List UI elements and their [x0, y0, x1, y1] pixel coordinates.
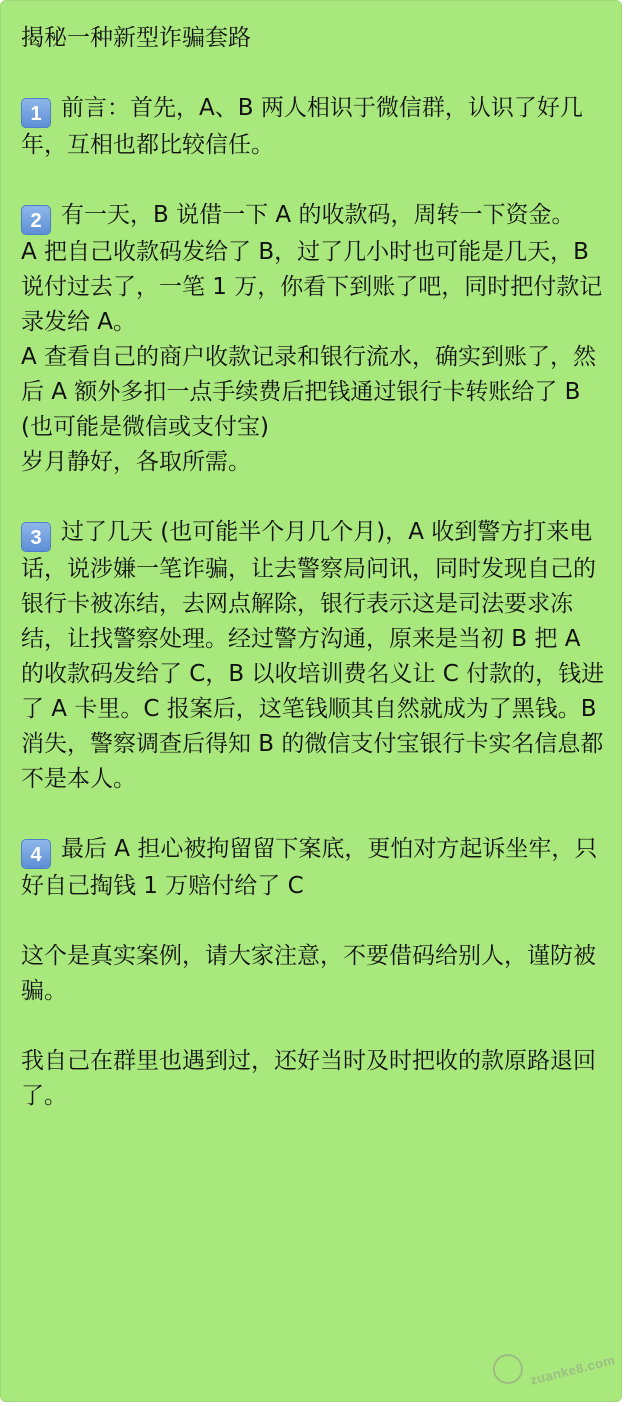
site-watermark [489, 1327, 617, 1401]
keycap-number-icon: 2 [21, 205, 51, 235]
section-2-text: 有一天，B 说借一下 A 的收款码，周转一下资金。 [61, 202, 575, 228]
section-1 [21, 91, 609, 163]
section-2 [21, 198, 609, 235]
spacer [21, 797, 609, 832]
section-3-text: 过了几天 (也可能半个月几个月)，A 收到警方打来电话，说涉嫌一笔诈骗，让去警察局问讯，同时发现自己的银行卡被冻结，去网点解除，银行表示这是司法要求冻结，让找警察处理。经过警方沟通，原来是当初 B 把 A 的收款码发给了 C，B 以收培训费名义让 C 付款的，钱进了 A 卡里。C 报案后，这笔钱顺其自然就成为了黑钱。B 消失，警察调查后得知 B 的微信支付宝银行卡实名信息都不是本人。 [21, 519, 605, 792]
keycap-number-icon: 3 [21, 522, 51, 552]
spacer [21, 163, 609, 198]
spacer [21, 1009, 609, 1044]
spacer [21, 56, 609, 91]
section-4-text: 最后 A 担心被拘留留下案底，更怕对方起诉坐牢，只好自己掏钱 1 万赔付给了 C [21, 836, 598, 899]
section-2-line: A 把自己收款码发给了 B，过了几小时也可能是几天，B 说付过去了，一笔 1 万，你看下到账了吧，同时把付款记录发给 A。 [21, 239, 603, 335]
section-3 [21, 515, 609, 797]
watermark-text: zuanke8.com [528, 1352, 617, 1388]
spacer [21, 480, 609, 515]
section-2-line: 岁月静好，各取所需。 [21, 449, 251, 475]
keycap-number-icon: 1 [21, 98, 51, 128]
warning-text: 这个是真实案例，请大家注意，不要借码给别人，谨防被骗。 [21, 943, 596, 1004]
section-2-line: A 查看自己的商户收款记录和银行流水，确实到账了，然后 A 额外多扣一点手续费后把钱通过银行卡转账给了 B (也可能是微信或支付宝) [21, 344, 597, 440]
message-title: 揭秘一种新型诈骗套路 [21, 25, 251, 51]
section-1-text: 前言：首先，A、B 两人相识于微信群，认识了好几年，互相也都比较信任。 [21, 95, 583, 158]
section-4 [21, 832, 609, 904]
closing-text: 我自己在群里也遇到过，还好当时及时把收的款原路退回了。 [21, 1048, 596, 1109]
keycap-number-icon: 4 [21, 839, 51, 869]
spacer [21, 904, 609, 939]
site-logo-icon [490, 1351, 526, 1387]
